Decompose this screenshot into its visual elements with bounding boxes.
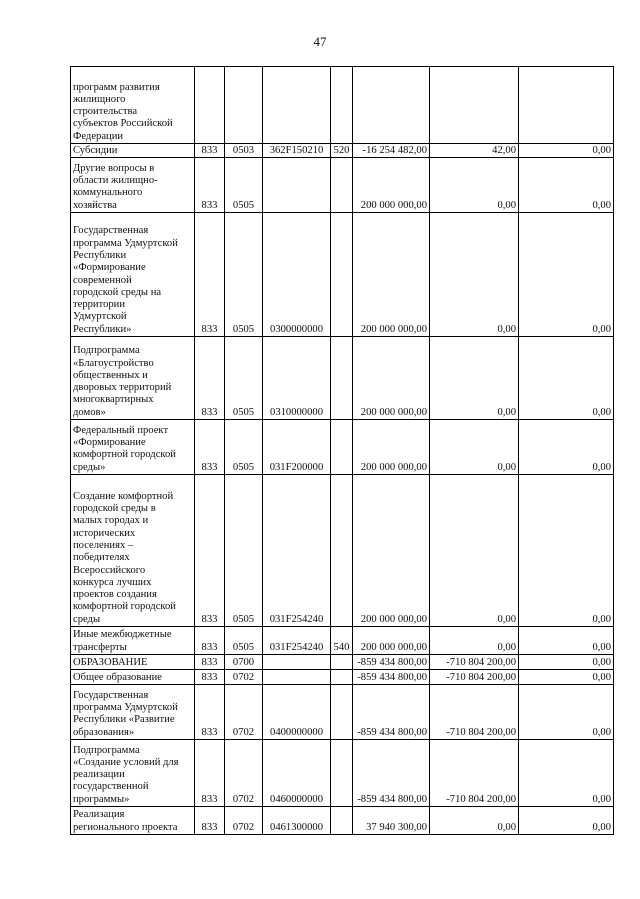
table-row xyxy=(71,655,614,670)
cell-change: 0,00 xyxy=(430,420,519,475)
cell-expense-type: 540 xyxy=(331,627,353,655)
cell-section xyxy=(225,67,263,144)
cell-expense-type xyxy=(331,213,353,337)
cell-grbs: 833 xyxy=(195,740,225,807)
cell-expense-type xyxy=(331,740,353,807)
cell-last: 0,00 xyxy=(519,685,614,740)
table-row xyxy=(71,740,614,807)
table-row xyxy=(71,213,614,337)
cell-change: 0,00 xyxy=(430,807,519,835)
cell-section: 0505 xyxy=(225,627,263,655)
cell-target-article: 0461300000 xyxy=(263,807,331,835)
cell-grbs: 833 xyxy=(195,337,225,420)
cell-change: 0,00 xyxy=(430,627,519,655)
cell-expense-type xyxy=(331,158,353,213)
cell-sum: -16 254 482,00 xyxy=(353,144,430,158)
cell-grbs: 833 xyxy=(195,158,225,213)
table-row xyxy=(71,337,614,420)
cell-change: 0,00 xyxy=(430,337,519,420)
cell-sum: 200 000 000,00 xyxy=(353,158,430,213)
cell-section: 0702 xyxy=(225,685,263,740)
cell-section: 0505 xyxy=(225,475,263,627)
cell-sum: 200 000 000,00 xyxy=(353,213,430,337)
table-row xyxy=(71,420,614,475)
cell-target-article xyxy=(263,67,331,144)
row-name: Федеральный проект «Формирование комфортной городской среды» xyxy=(71,420,195,475)
cell-expense-type xyxy=(331,67,353,144)
row-name: Реализация регионального проекта xyxy=(71,807,195,835)
cell-last: 0,00 xyxy=(519,655,614,670)
cell-sum: 200 000 000,00 xyxy=(353,627,430,655)
cell-grbs: 833 xyxy=(195,655,225,670)
cell-section: 0700 xyxy=(225,655,263,670)
row-name: ОБРАЗОВАНИЕ xyxy=(71,655,195,670)
cell-target-article: 0310000000 xyxy=(263,337,331,420)
cell-last: 0,00 xyxy=(519,670,614,685)
cell-last xyxy=(519,67,614,144)
cell-change: 0,00 xyxy=(430,213,519,337)
page-number: 47 xyxy=(313,34,327,49)
cell-last: 0,00 xyxy=(519,807,614,835)
row-name: Иные межбюджетные трансферты xyxy=(71,627,195,655)
cell-change: -710 804 200,00 xyxy=(430,740,519,807)
cell-sum: 200 000 000,00 xyxy=(353,337,430,420)
cell-target-article xyxy=(263,158,331,213)
cell-last: 0,00 xyxy=(519,420,614,475)
table-row xyxy=(71,685,614,740)
cell-sum: 200 000 000,00 xyxy=(353,475,430,627)
cell-target-article: 0400000000 xyxy=(263,685,331,740)
row-name: Субсидии xyxy=(71,144,195,158)
cell-section: 0505 xyxy=(225,420,263,475)
table-row xyxy=(71,627,614,655)
row-name: программ развития жилищного строительства субъектов Российской Федерации xyxy=(71,67,195,144)
cell-sum: -859 434 800,00 xyxy=(353,740,430,807)
row-name: Подпрограмма «Благоустройство общественных и дворовых территорий многоквартирных домов» xyxy=(71,337,195,420)
cell-change: 0,00 xyxy=(430,475,519,627)
row-name: Государственная программа Удмуртской Республики «Формирование современной городской среды на территории Удмуртской Республики» xyxy=(71,213,195,337)
cell-target-article: 0460000000 xyxy=(263,740,331,807)
cell-section: 0505 xyxy=(225,213,263,337)
cell-section: 0702 xyxy=(225,670,263,685)
cell-sum: 200 000 000,00 xyxy=(353,420,430,475)
cell-last: 0,00 xyxy=(519,627,614,655)
cell-expense-type xyxy=(331,655,353,670)
budget-table xyxy=(70,66,614,835)
cell-sum: 37 940 300,00 xyxy=(353,807,430,835)
cell-target-article: 031F254240 xyxy=(263,627,331,655)
cell-grbs: 833 xyxy=(195,670,225,685)
cell-section: 0503 xyxy=(225,144,263,158)
table-row xyxy=(71,475,614,627)
cell-expense-type xyxy=(331,685,353,740)
cell-grbs: 833 xyxy=(195,627,225,655)
row-name: Создание комфортной городской среды в малых городах и исторических поселениях – победителях Всероссийского конкурса лучших проектов создания комфортной городской среды xyxy=(71,475,195,627)
cell-target-article xyxy=(263,655,331,670)
cell-last: 0,00 xyxy=(519,740,614,807)
cell-grbs: 833 xyxy=(195,213,225,337)
cell-target-article: 031F200000 xyxy=(263,420,331,475)
cell-expense-type xyxy=(331,475,353,627)
cell-section: 0702 xyxy=(225,740,263,807)
table-body xyxy=(71,67,614,835)
table-row xyxy=(71,807,614,835)
table-row xyxy=(71,144,614,158)
cell-section: 0702 xyxy=(225,807,263,835)
cell-change: 0,00 xyxy=(430,158,519,213)
table-row xyxy=(71,670,614,685)
row-name: Подпрограмма «Создание условий для реализации государственной программы» xyxy=(71,740,195,807)
cell-last: 0,00 xyxy=(519,337,614,420)
cell-last: 0,00 xyxy=(519,158,614,213)
cell-change: -710 804 200,00 xyxy=(430,685,519,740)
cell-change: -710 804 200,00 xyxy=(430,655,519,670)
cell-expense-type xyxy=(331,807,353,835)
cell-sum xyxy=(353,67,430,144)
row-name: Другие вопросы в области жилищно- коммунального хозяйства xyxy=(71,158,195,213)
cell-expense-type: 520 xyxy=(331,144,353,158)
cell-last: 0,00 xyxy=(519,144,614,158)
cell-grbs: 833 xyxy=(195,144,225,158)
row-name: Общее образование xyxy=(71,670,195,685)
cell-change: -710 804 200,00 xyxy=(430,670,519,685)
cell-change: 42,00 xyxy=(430,144,519,158)
table-row xyxy=(71,158,614,213)
cell-last: 0,00 xyxy=(519,213,614,337)
cell-expense-type xyxy=(331,420,353,475)
cell-change xyxy=(430,67,519,144)
cell-grbs: 833 xyxy=(195,475,225,627)
cell-target-article: 362F150210 xyxy=(263,144,331,158)
cell-grbs: 833 xyxy=(195,685,225,740)
cell-last: 0,00 xyxy=(519,475,614,627)
cell-grbs xyxy=(195,67,225,144)
table-row xyxy=(71,67,614,144)
cell-sum: -859 434 800,00 xyxy=(353,670,430,685)
cell-grbs: 833 xyxy=(195,420,225,475)
cell-sum: -859 434 800,00 xyxy=(353,655,430,670)
cell-expense-type xyxy=(331,670,353,685)
cell-section: 0505 xyxy=(225,337,263,420)
cell-grbs: 833 xyxy=(195,807,225,835)
cell-sum: -859 434 800,00 xyxy=(353,685,430,740)
cell-section: 0505 xyxy=(225,158,263,213)
cell-target-article xyxy=(263,670,331,685)
cell-target-article: 0300000000 xyxy=(263,213,331,337)
cell-target-article: 031F254240 xyxy=(263,475,331,627)
cell-expense-type xyxy=(331,337,353,420)
row-name: Государственная программа Удмуртской Республики «Развитие образования» xyxy=(71,685,195,740)
